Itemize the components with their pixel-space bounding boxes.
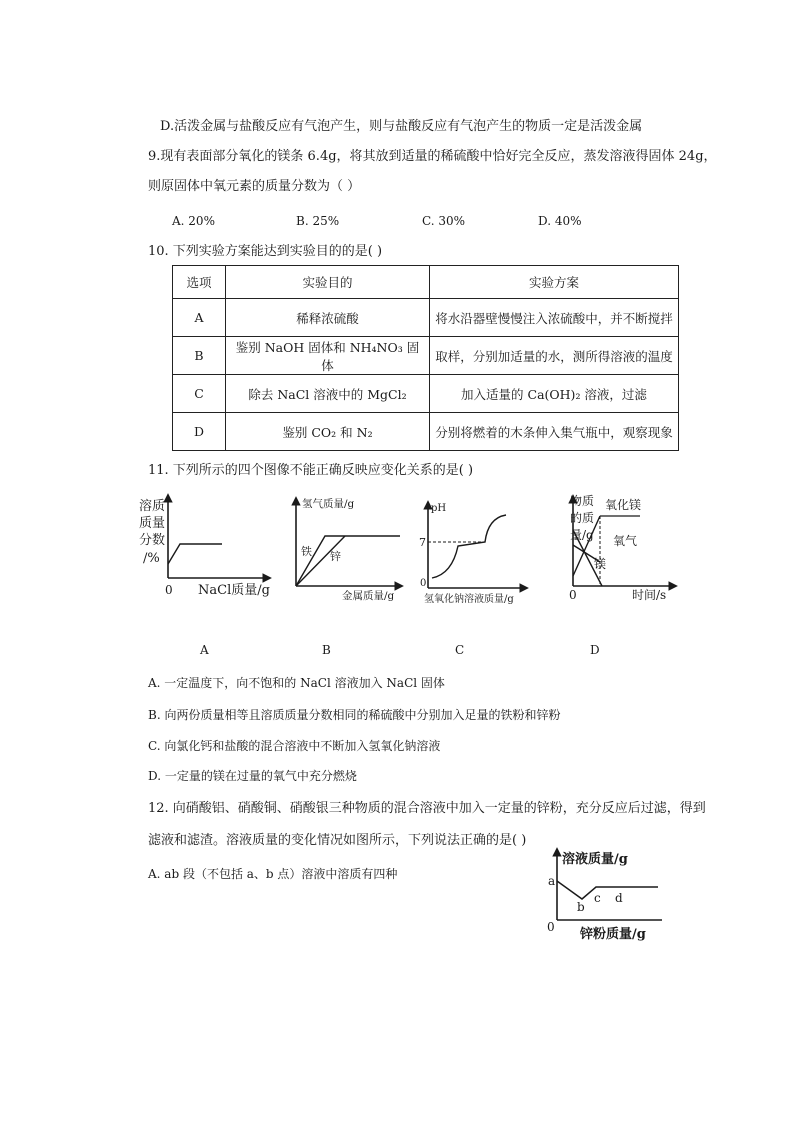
graph-a-ylabel-4: /% bbox=[143, 551, 160, 566]
q9-option-b: B. 25% bbox=[296, 214, 340, 228]
row-option: D bbox=[173, 413, 226, 451]
q9-option-d: D. 40% bbox=[538, 214, 582, 228]
q12-option-a: A. ab 段（不包括 a、b 点）溶液中溶质有四种 bbox=[148, 867, 398, 881]
row-plan: 分别将燃着的木条伸入集气瓶中，观察现象 bbox=[430, 413, 679, 451]
graph-b-xlabel: 金属质量/g bbox=[342, 590, 395, 602]
graph-c-letter: C bbox=[455, 643, 465, 657]
graph-c-origin: 0 bbox=[420, 578, 427, 589]
q9-stem-line2: 则原固体中氧元素的质量分数为（ ） bbox=[148, 179, 361, 194]
row-plan: 加入适量的 Ca(OH)₂ 溶液，过滤 bbox=[430, 375, 679, 413]
graph-a-curve bbox=[168, 544, 222, 564]
row-option: A bbox=[173, 299, 226, 337]
table-header-row bbox=[173, 266, 679, 299]
q12-origin: 0 bbox=[547, 920, 555, 934]
table-row bbox=[173, 375, 679, 413]
graph-b-letter: B bbox=[322, 643, 331, 657]
q12-point-b: b bbox=[577, 900, 585, 914]
table-row bbox=[173, 299, 679, 337]
graph-b-zn-label: 锌 bbox=[330, 550, 341, 563]
graph-a-letter: A bbox=[200, 643, 209, 657]
graph-d-origin: 0 bbox=[569, 588, 577, 602]
graph-c-xlabel: 氢氧化钠溶液质量/g bbox=[424, 594, 514, 605]
row-goal: 稀释浓硫酸 bbox=[226, 299, 430, 337]
graph-b-fe-line bbox=[296, 536, 400, 586]
q12-point-d: d bbox=[615, 891, 623, 905]
header-plan: 实验方案 bbox=[430, 266, 679, 299]
graph-d-mgo-label: 氧化镁 bbox=[605, 498, 642, 512]
graph-b bbox=[296, 497, 402, 602]
header-option: 选项 bbox=[173, 266, 226, 299]
graph-c bbox=[419, 502, 527, 605]
q11-option-b: B. 向两份质量相等且溶质质量分数相同的稀硫酸中分别加入足量的铁粉和锌粉 bbox=[148, 708, 561, 722]
q12-xlabel: 锌粉质量/g bbox=[580, 927, 646, 942]
q11-option-a: A. 一定温度下，向不饱和的 NaCl 溶液加入 NaCl 固体 bbox=[148, 676, 445, 690]
graph-c-curve bbox=[432, 515, 506, 578]
graph-c-ylabel: pH bbox=[431, 503, 447, 514]
graph-a-ylabel-3: 分数 bbox=[139, 533, 166, 548]
q12-stem-line1: 12. 向硝酸铝、硝酸铜、硝酸银三种物质的混合溶液中加入一定量的锌粉，充分反应后过滤，得到 bbox=[148, 801, 706, 816]
q11-stem: 11. 下列所示的四个图像不能正确反映应变化关系的是( ) bbox=[148, 463, 474, 478]
q10-stem: 10. 下列实验方案能达到实验目的的是( ) bbox=[148, 244, 383, 259]
graph-b-ylabel: 氢气质量/g bbox=[302, 498, 355, 510]
graph-a-origin: 0 bbox=[165, 583, 173, 597]
graph-a bbox=[139, 495, 270, 598]
q11-option-c: C. 向氯化钙和盐酸的混合溶液中不断加入氢氧化钠溶液 bbox=[148, 739, 441, 753]
graph-d bbox=[569, 493, 676, 602]
row-goal: 除去 NaCl 溶液中的 MgCl₂ bbox=[226, 375, 430, 413]
row-plan: 将水沿器壁慢慢注入浓硫酸中，并不断搅拌 bbox=[430, 299, 679, 337]
row-option: C bbox=[173, 375, 226, 413]
row-goal: 鉴别 CO₂ 和 N₂ bbox=[226, 413, 430, 451]
graph-d-ylabel-2: 的质 bbox=[570, 511, 595, 525]
graph-d-mg-label: 镁 bbox=[594, 557, 607, 571]
graph-a-ylabel-1: 溶质 bbox=[139, 499, 166, 514]
q11-option-d: D. 一定量的镁在过量的氧气中充分燃烧 bbox=[148, 769, 357, 783]
table-row bbox=[173, 337, 679, 375]
graph-b-fe-label: 铁 bbox=[301, 545, 312, 558]
graph-d-o2-label: 氧气 bbox=[613, 534, 638, 548]
graph-d-ylabel-1: 物质 bbox=[570, 494, 595, 508]
header-goal: 实验目的 bbox=[226, 266, 430, 299]
q9-option-a: A. 20% bbox=[172, 214, 215, 228]
table-row bbox=[173, 413, 679, 451]
q9-option-c: C. 30% bbox=[422, 214, 466, 228]
graph-d-letter: D bbox=[590, 643, 600, 657]
q11-graphs bbox=[0, 490, 793, 690]
row-plan: 取样，分别加适量的水，测所得溶液的温度 bbox=[430, 337, 679, 375]
q12-graph bbox=[530, 845, 680, 945]
graph-d-xlabel: 时间/s bbox=[632, 588, 667, 602]
q12-point-a: a bbox=[548, 874, 556, 888]
row-goal: 鉴别 NaOH 固体和 NH₄NO₃ 固体 bbox=[226, 337, 430, 375]
graph-d-ylabel-3: 量/g bbox=[570, 528, 594, 542]
q12-point-c: c bbox=[594, 891, 601, 905]
q9-stem-line1: 9.现有表面部分氧化的镁条 6.4g，将其放到适量的稀硫酸中恰好完全反应，蒸发溶液得固体 24g， bbox=[148, 149, 717, 164]
row-option: B bbox=[173, 337, 226, 375]
q12-curve bbox=[557, 881, 658, 899]
experiment-table bbox=[172, 265, 679, 451]
graph-a-xlabel: NaCl质量/g bbox=[198, 583, 270, 598]
q12-stem-line2: 滤液和滤渣。溶液质量的变化情况如图所示，下列说法正确的是( ) bbox=[148, 833, 527, 848]
graph-c-seven: 7 bbox=[419, 536, 426, 549]
q8-option-d: D.活泼金属与盐酸反应有气泡产生，则与盐酸反应有气泡产生的物质一定是活泼金属 bbox=[160, 119, 643, 134]
q12-ylabel: 溶液质量/g bbox=[562, 852, 628, 867]
graph-a-ylabel-2: 质量 bbox=[139, 516, 166, 531]
